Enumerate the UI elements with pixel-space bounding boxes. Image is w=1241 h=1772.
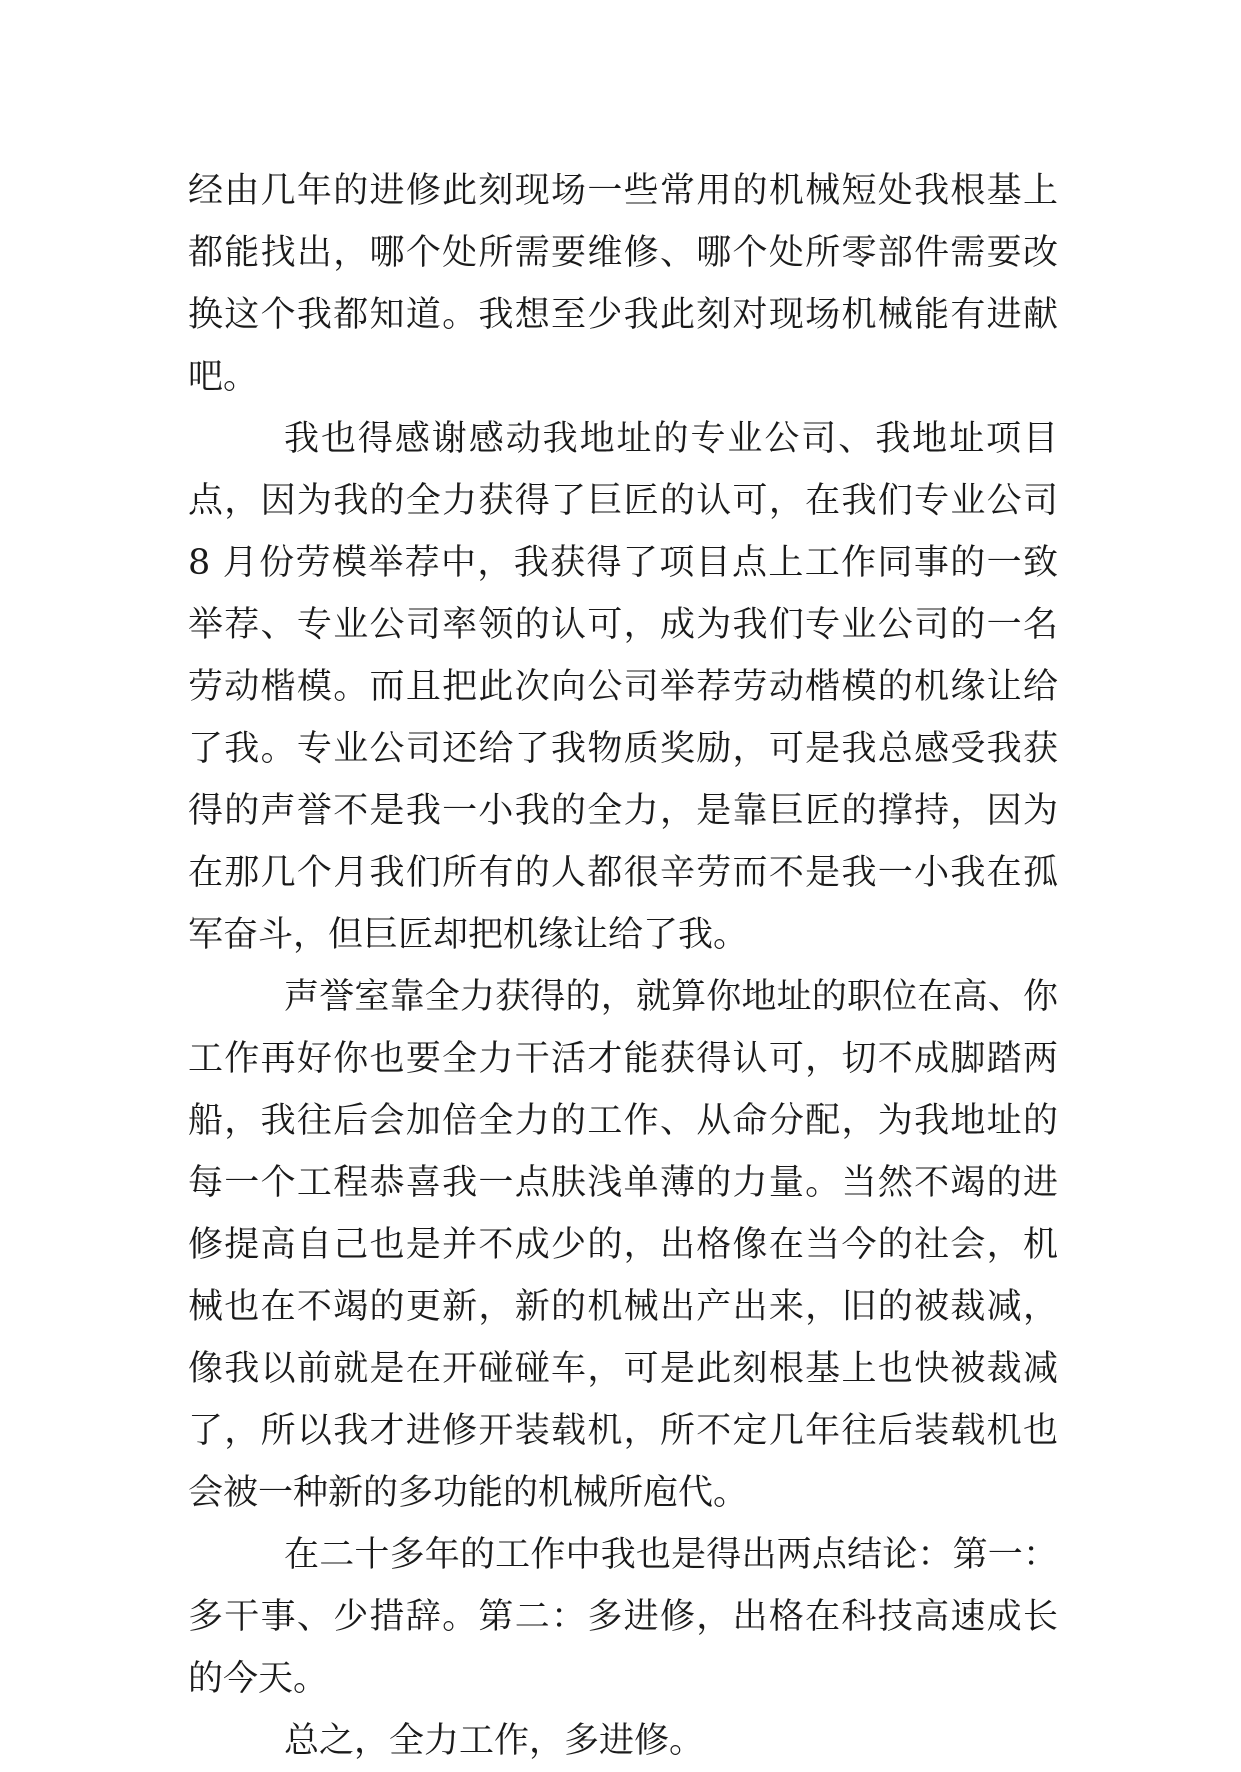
paragraph-3: 声誉室靠全力获得的，就算你地址的职位在高、你工作再好你也要全力干活才能获得认可，切不成脚踏两船，我往后会加倍全力的工作、从命分配，为我地址的每一个工程恭喜我一点肤浅单薄的力量。当然不竭的进修提高自己也是并不成少的，出格像在当今的社会，机械也在不竭的更新，新的机械出产出来，旧的被裁减，像我以前就是在开碰碰车，可是此刻根基上也快被裁减了，所以我才进修开装载机，所不定几年往后装载机也会被一种新的多功能的机械所庖代。 xyxy=(188,977,1058,1513)
paragraph-1: 经由几年的进修此刻现场一些常用的机械短处我根基上都能找出，哪个处所需要维修、哪个处所零部件需要改换这个我都知道。我想至少我此刻对现场机械能有进献吧。 xyxy=(188,171,1058,397)
paragraph-4: 在二十多年的工作中我也是得出两点结论：第一：多干事、少措辞。第二：多进修，出格在科技高速成长的今天。 xyxy=(188,1535,1058,1699)
paragraph-2: 我也得感谢感动我地址的专业公司、我地址项目点，因为我的全力获得了巨匠的认可，在我们专业公司 8 月份劳模举荐中，我获得了项目点上工作同事的一致举荐、专业公司率领的认可，成为我们专业公司的一名劳动楷模。而且把此次向公司举荐劳动楷模的机缘让给了我。专业公司还给了我物质奖励，可是我总感受我获得的声誉不是我一小我的全力，是靠巨匠的撑持，因为在那几个月我们所有的人都很辛劳而不是我一小我在孤军奋斗，但巨匠却把机缘让给了我。 xyxy=(188,419,1058,955)
document-body xyxy=(188,160,1058,1772)
paragraph-5: 总之，全力工作，多进修。 xyxy=(284,1721,705,1761)
